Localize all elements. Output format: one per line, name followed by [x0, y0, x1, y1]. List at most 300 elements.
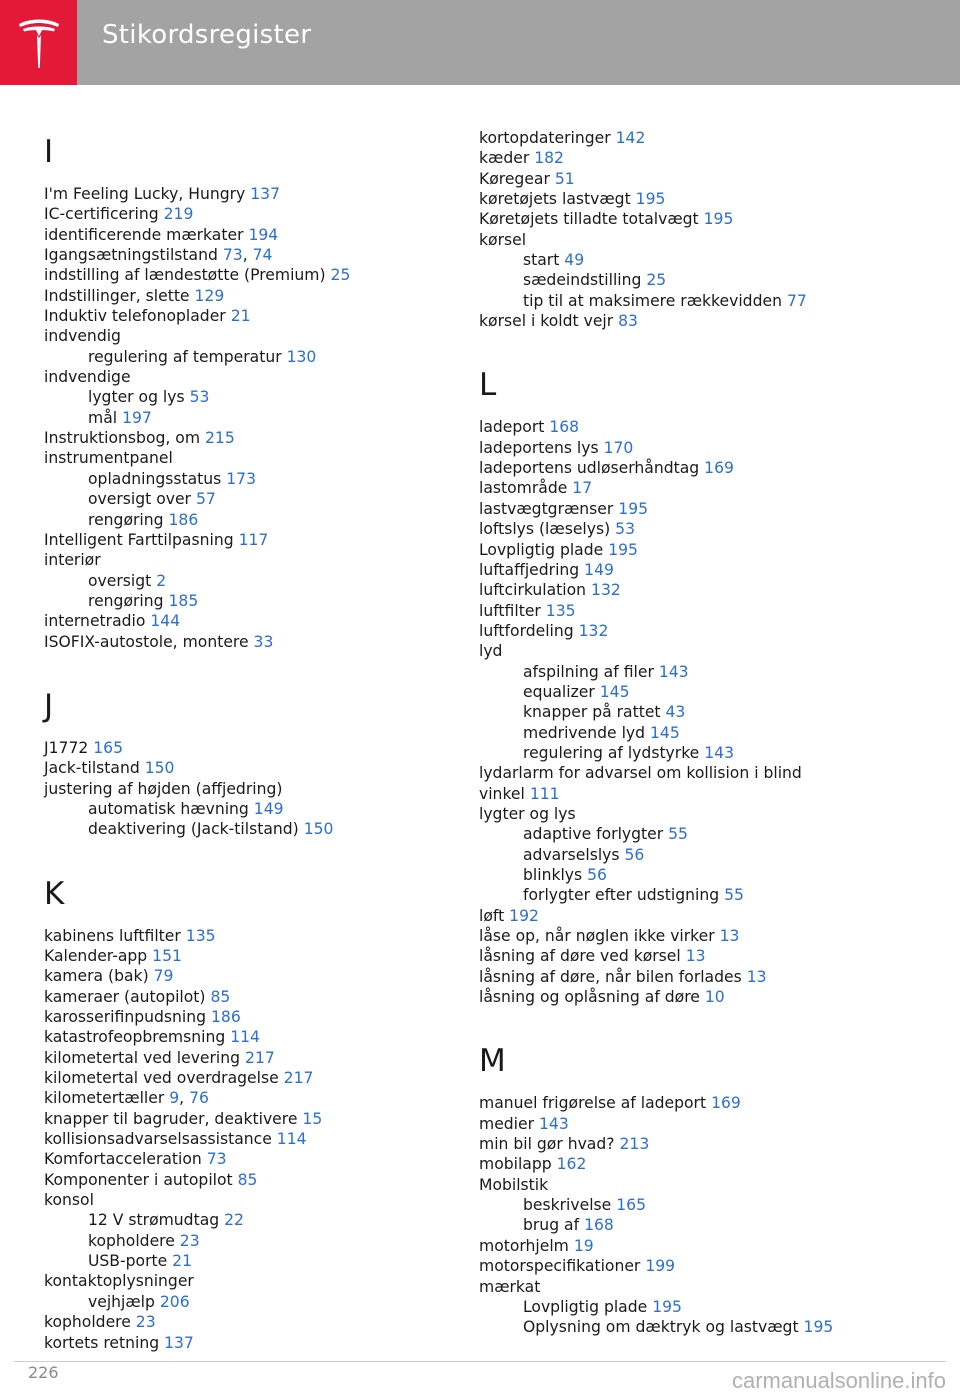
- index-term: 12 V strømudtag: [88, 1211, 220, 1230]
- page-reference-link[interactable]: 186: [168, 510, 199, 529]
- index-term: indvendig: [44, 327, 121, 346]
- index-term: tip til at maksimere rækkevidden: [523, 291, 782, 310]
- page-reference-link[interactable]: 145: [599, 682, 630, 701]
- page-reference-link[interactable]: 22: [224, 1211, 244, 1230]
- page-reference-link[interactable]: 129: [194, 286, 225, 305]
- index-term: kameraer (autopilot): [44, 987, 206, 1006]
- index-term: lastområde: [479, 479, 568, 498]
- page-reference-link[interactable]: 9: [169, 1089, 180, 1108]
- index-entry: [44, 428, 464, 448]
- watermark: carmanualsonline.info: [731, 1368, 946, 1393]
- index-term: indstilling af lændestøtte (Premium): [44, 266, 326, 285]
- index-term: min bil gør hvad?: [479, 1135, 615, 1154]
- page-reference-link[interactable]: 143: [704, 743, 734, 762]
- index-term: låsning og oplåsning af døre: [479, 988, 700, 1007]
- section-gap: [479, 331, 899, 361]
- index-term: indvendige: [44, 368, 131, 387]
- index-column-right: [479, 128, 899, 1338]
- page-reference-link[interactable]: 135: [185, 926, 216, 945]
- index-term: kilometertal ved overdragelse: [44, 1069, 279, 1088]
- index-term: medrivende lyd: [523, 723, 646, 742]
- page-reference-link[interactable]: 73: [222, 246, 243, 265]
- index-entry: [479, 1236, 899, 1256]
- index-entry: [479, 1277, 899, 1297]
- page-reference-link[interactable]: 73: [206, 1150, 227, 1169]
- brand-logo: [0, 0, 77, 85]
- page-reference-link[interactable]: 195: [803, 1318, 834, 1337]
- index-subentry: [479, 291, 899, 311]
- page-reference-link[interactable]: 49: [564, 251, 585, 270]
- index-term: vejhjælp: [88, 1292, 155, 1311]
- index-entry: [479, 519, 899, 539]
- index-entry: [479, 560, 899, 580]
- index-entry: [479, 906, 899, 926]
- page-reference-link[interactable]: 56: [624, 845, 645, 864]
- index-entry: [44, 1027, 464, 1047]
- page-reference-link[interactable]: 25: [646, 271, 667, 290]
- index-term: Oplysning om dæktryk og lastvægt: [523, 1318, 799, 1337]
- page-reference-link[interactable]: 219: [163, 205, 194, 224]
- index-entry: Igangsætningstilstand 73, 74: [44, 246, 273, 265]
- index-entry: [44, 530, 464, 550]
- index-term: Mobilstik: [479, 1175, 549, 1194]
- index-subentry: [44, 347, 464, 367]
- index-term: kørsel: [479, 230, 527, 249]
- page-reference-link[interactable]: 150: [303, 820, 334, 839]
- index-term: I'm Feeling Lucky, Hungry: [44, 185, 246, 203]
- index-term: regulering af lydstyrke: [523, 743, 700, 762]
- index-term: adaptive forlygter: [523, 825, 664, 844]
- index-term: rengøring: [88, 591, 164, 610]
- index-term: konsol: [44, 1191, 94, 1210]
- page-reference-link[interactable]: 132: [578, 621, 609, 640]
- index-term: motorhjelm: [479, 1236, 569, 1255]
- page-reference-link[interactable]: 182: [534, 149, 564, 168]
- page-reference-link[interactable]: 137: [164, 1333, 194, 1352]
- index-entry: [479, 499, 899, 519]
- index-entry: [44, 204, 464, 224]
- index-subentry: [479, 723, 899, 743]
- index-entry: [479, 1134, 899, 1154]
- section-gap: [479, 1007, 899, 1037]
- page-reference-link[interactable]: 168: [584, 1216, 614, 1235]
- page-reference-link[interactable]: 57: [195, 490, 216, 509]
- section-letter-heading: K: [44, 875, 65, 912]
- index-term: identificerende mærkater: [44, 225, 244, 244]
- index-term: ISOFIX-autostole, montere: [44, 632, 249, 651]
- index-entry: [479, 230, 899, 250]
- index-term: sædeindstilling: [523, 271, 642, 290]
- index-entry: [44, 966, 464, 986]
- index-subentry: [44, 408, 464, 428]
- page-reference-link[interactable]: 132: [591, 581, 621, 600]
- index-term: justering af højden (affjedring): [44, 779, 283, 798]
- page-reference-link[interactable]: 25: [330, 266, 351, 285]
- index-entry: [479, 540, 899, 560]
- index-term: manuel frigørelse af ladeport: [479, 1094, 707, 1113]
- index-entry: [44, 225, 464, 245]
- index-term: kæder: [479, 149, 530, 168]
- index-entry: [44, 1271, 464, 1291]
- index-term: rengøring: [88, 510, 164, 529]
- index-term: USB-porte: [88, 1252, 168, 1271]
- page-reference-link[interactable]: 195: [608, 540, 638, 559]
- page-reference-link[interactable]: 51: [554, 169, 575, 188]
- index-term: luftfordeling: [479, 621, 574, 640]
- index-subentry: [44, 591, 464, 611]
- index-subentry: [479, 270, 899, 290]
- page-reference-link[interactable]: 10: [704, 988, 725, 1007]
- index-term: brug af: [523, 1216, 580, 1235]
- page-reference-link[interactable]: 74: [252, 246, 273, 265]
- index-entry: [479, 641, 899, 661]
- page-reference-link[interactable]: 130: [286, 347, 317, 366]
- index-term: kortets retning: [44, 1333, 160, 1352]
- index-entry: [479, 169, 899, 189]
- index-column-left: [44, 128, 464, 1353]
- index-entry: [479, 804, 899, 824]
- page-reference-link[interactable]: 56: [587, 866, 607, 884]
- index-entry: [44, 1068, 464, 1088]
- index-entry: [44, 946, 464, 966]
- index-subentry: [44, 469, 464, 489]
- index-term: køretøjets lastvægt: [479, 190, 631, 209]
- index-subentry: [44, 1231, 464, 1251]
- index-term: medier: [479, 1114, 535, 1133]
- index-term: oversigt: [88, 571, 152, 590]
- index-entry: [44, 286, 464, 306]
- page-reference-link[interactable]: 53: [615, 520, 635, 539]
- index-term: kortopdateringer: [479, 129, 611, 147]
- index-term: IC-certificering: [44, 205, 159, 224]
- index-term: automatisk hævning: [88, 799, 249, 818]
- index-term: Induktiv telefonoplader: [44, 307, 226, 326]
- index-term: ladeport: [479, 418, 545, 437]
- index-entry: [479, 128, 899, 148]
- index-entry: [44, 367, 464, 387]
- index-term: Jack-tilstand: [44, 759, 140, 778]
- index-term: Lovpligtig plade: [523, 1297, 648, 1316]
- index-term: lastvægtgrænser: [479, 499, 614, 518]
- index-term: kontaktoplysninger: [44, 1272, 194, 1291]
- index-entry: [479, 946, 899, 966]
- page-reference-link[interactable]: 195: [635, 190, 666, 209]
- page-number: 226: [28, 1363, 59, 1382]
- page-reference-link[interactable]: 117: [238, 530, 269, 549]
- index-term: kollisionsadvarselsassistance: [44, 1130, 272, 1149]
- page-reference-link[interactable]: 217: [245, 1048, 275, 1067]
- index-term: start: [523, 251, 560, 270]
- index-entry: [44, 758, 464, 778]
- page-reference-link[interactable]: 79: [153, 967, 174, 986]
- page-reference-link[interactable]: 55: [724, 886, 744, 905]
- page-reference-link[interactable]: 23: [135, 1313, 156, 1332]
- index-term: regulering af temperatur: [88, 347, 282, 366]
- page-reference-link[interactable]: 170: [603, 438, 634, 457]
- page-reference-link[interactable]: 21: [172, 1252, 193, 1271]
- page-reference-link[interactable]: 150: [144, 759, 175, 778]
- index-term: låse op, når nøglen ikke virker: [479, 927, 715, 946]
- page-reference-link[interactable]: 144: [150, 612, 181, 631]
- index-entry: [44, 1312, 464, 1332]
- page-reference-link[interactable]: 13: [746, 967, 767, 986]
- page-reference-link[interactable]: 83: [618, 312, 638, 331]
- index-term: motorspecifikationer: [479, 1257, 641, 1276]
- index-entry: [44, 1129, 464, 1149]
- index-entry: [479, 601, 899, 621]
- page-reference-link[interactable]: 169: [704, 459, 734, 478]
- index-term: kopholdere: [88, 1231, 175, 1250]
- index-entry: [44, 1007, 464, 1027]
- index-term: lygter og lys: [479, 804, 576, 823]
- page-reference-link[interactable]: 192: [509, 906, 539, 925]
- index-term: løft: [479, 906, 505, 925]
- index-entry: [44, 326, 464, 346]
- index-entry: [479, 1093, 899, 1113]
- index-term: deaktivering (Jack-tilstand): [88, 820, 299, 839]
- page-reference-link[interactable]: 197: [122, 408, 152, 427]
- index-entry: [479, 987, 899, 1007]
- index-term: ladeportens lys: [479, 438, 599, 457]
- page-reference-link[interactable]: 143: [658, 662, 689, 681]
- index-entry: [44, 738, 464, 758]
- index-subentry: [44, 799, 464, 819]
- index-term: Intelligent Farttilpasning: [44, 530, 234, 549]
- index-entry: [479, 458, 899, 478]
- page-reference-link[interactable]: 13: [719, 927, 740, 946]
- index-entry: [479, 311, 899, 331]
- index-term: lyd: [479, 642, 503, 661]
- page-reference-link[interactable]: 43: [665, 703, 686, 722]
- index-entry: [44, 987, 464, 1007]
- index-term: mærkat: [479, 1277, 541, 1296]
- index-subentry: [44, 510, 464, 530]
- index-entry: [479, 784, 899, 804]
- index-entry: [44, 306, 464, 326]
- index-term: Komfortacceleration: [44, 1150, 202, 1169]
- index-subentry: [479, 1297, 899, 1317]
- index-entry: [479, 1114, 899, 1134]
- index-subentry: [479, 885, 899, 905]
- index-subentry: [44, 387, 464, 407]
- index-subentry: [44, 1251, 464, 1271]
- index-entry: [44, 1170, 464, 1190]
- page-reference-link[interactable]: 215: [205, 429, 235, 448]
- page-reference-link[interactable]: 195: [703, 210, 734, 229]
- index-term: kørsel i koldt vejr: [479, 312, 614, 331]
- index-term: luftfilter: [479, 601, 541, 620]
- section-letter-heading: J: [44, 687, 54, 724]
- index-entry: [479, 189, 899, 209]
- index-subentry: [479, 702, 899, 722]
- index-term: interiør: [44, 551, 101, 570]
- index-term: mobilapp: [479, 1155, 552, 1174]
- page-reference-link[interactable]: 173: [226, 469, 256, 488]
- index-term: karosserifinpudsning: [44, 1008, 207, 1026]
- index-term: knapper til bagruder, deaktivere: [44, 1109, 298, 1128]
- page-reference-link[interactable]: 77: [786, 291, 807, 310]
- index-entry: [44, 1190, 464, 1210]
- index-term: internetradio: [44, 612, 146, 631]
- page-reference-link[interactable]: 149: [584, 560, 614, 579]
- page-reference-link[interactable]: 213: [619, 1135, 650, 1154]
- index-term: knapper på rattet: [523, 703, 661, 722]
- page-reference-link[interactable]: 2: [156, 571, 167, 590]
- index-subentry: [479, 1195, 899, 1215]
- index-entry: [479, 478, 899, 498]
- index-entry: [44, 1109, 464, 1129]
- section-gap: [44, 840, 464, 870]
- index-entry: [479, 621, 899, 641]
- section-letter-heading: I: [44, 134, 54, 170]
- index-term: luftaffjedring: [479, 560, 580, 579]
- index-subentry: [44, 489, 464, 509]
- page-reference-link[interactable]: 195: [618, 499, 649, 518]
- page-reference-link[interactable]: 85: [237, 1170, 258, 1189]
- page-reference-link[interactable]: 13: [685, 947, 706, 966]
- index-entry: [44, 448, 464, 468]
- index-entry: [44, 1048, 464, 1068]
- index-term: loftslys (læselys): [479, 520, 611, 539]
- index-term: instrumentpanel: [44, 449, 173, 468]
- index-term: kamera (bak): [44, 967, 149, 986]
- index-term: forlygter efter udstigning: [523, 886, 720, 905]
- index-entry: [479, 148, 899, 168]
- index-term: blinklys: [523, 866, 583, 884]
- index-term: oversigt over: [88, 490, 191, 509]
- page-reference-link[interactable]: 114: [276, 1130, 307, 1149]
- index-subentry: [479, 743, 899, 763]
- index-term: kilometertal ved levering: [44, 1048, 241, 1067]
- index-term: vinkel: [479, 784, 525, 803]
- index-term: katastrofeopbremsning: [44, 1028, 226, 1047]
- index-entry: [44, 1333, 464, 1353]
- page-header: [0, 0, 960, 85]
- index-term: Kalender-app: [44, 946, 148, 965]
- index-entry: [44, 1149, 464, 1169]
- index-entry: [479, 580, 899, 600]
- section-letter-heading: L: [479, 367, 497, 404]
- page-reference-link[interactable]: 23: [179, 1231, 200, 1250]
- index-subentry: [479, 682, 899, 702]
- index-term: Instruktionsbog, om: [44, 429, 201, 448]
- index-term: afspilning af filer: [523, 662, 654, 681]
- page-reference-link[interactable]: 111: [529, 784, 560, 803]
- index-term: Indstillinger, slette: [44, 286, 190, 305]
- index-subentry: [44, 571, 464, 591]
- index-subentry: [479, 1317, 899, 1337]
- page-reference-link[interactable]: 17: [572, 479, 593, 498]
- index-entry: kilometertæller 9, 76: [44, 1089, 209, 1108]
- tesla-logo-icon: [16, 16, 62, 70]
- page-reference-link[interactable]: 55: [668, 825, 688, 844]
- index-term: beskrivelse: [523, 1196, 612, 1215]
- index-entry: [44, 184, 464, 204]
- index-entry: [479, 967, 899, 987]
- page-reference-link[interactable]: 194: [248, 225, 279, 244]
- page-reference-link[interactable]: 33: [253, 632, 274, 651]
- index-term: mål: [88, 408, 118, 427]
- index-term: låsning af døre, når bilen forlades: [479, 967, 742, 986]
- page-reference-link[interactable]: 169: [711, 1094, 741, 1113]
- page-reference-link[interactable]: 85: [210, 987, 231, 1006]
- index-term: lygter og lys: [88, 388, 185, 407]
- page-title: Stikordsregister: [102, 20, 312, 50]
- index-entry: [44, 779, 464, 799]
- index-term: ladeportens udløserhåndtag: [479, 459, 700, 478]
- index-term: kilometertæller: [44, 1089, 165, 1108]
- index-term: Igangsætningstilstand: [44, 246, 218, 265]
- index-subentry: [44, 819, 464, 839]
- index-term: J1772: [44, 738, 89, 757]
- index-entry: [479, 417, 899, 437]
- index-subentry: [479, 845, 899, 865]
- section-letter-heading: M: [479, 1043, 506, 1080]
- index-entry: [479, 209, 899, 229]
- index-term: advarselslys: [523, 845, 620, 864]
- index-subentry: [479, 250, 899, 270]
- index-subentry: [44, 1210, 464, 1230]
- page-reference-link[interactable]: 195: [652, 1297, 682, 1316]
- index-term: equalizer: [523, 682, 595, 701]
- index-entry: [479, 1175, 899, 1195]
- index-entry: [44, 632, 464, 652]
- page-reference-link[interactable]: 135: [545, 601, 576, 620]
- page-reference-link[interactable]: 142: [615, 129, 646, 147]
- index-entry: [479, 1154, 899, 1174]
- index-term: Lovpligtig plade: [479, 540, 604, 559]
- index-term: låsning af døre ved kørsel: [479, 947, 681, 966]
- page-reference-link[interactable]: 114: [230, 1028, 260, 1047]
- index-subentry: [479, 865, 899, 885]
- page-reference-link[interactable]: 76: [189, 1089, 209, 1108]
- page-reference-link[interactable]: 165: [616, 1196, 646, 1215]
- index-term: kabinens luftfilter: [44, 926, 181, 945]
- page-reference-link[interactable]: 217: [283, 1069, 314, 1088]
- index-entry: [479, 438, 899, 458]
- page-reference-link[interactable]: 21: [230, 307, 251, 326]
- page-reference-link[interactable]: 145: [650, 723, 680, 742]
- index-entry: [44, 926, 464, 946]
- index-term: luftcirkulation: [479, 581, 587, 600]
- index-entry: [44, 611, 464, 631]
- index-subentry: [44, 1292, 464, 1312]
- index-term: kopholdere: [44, 1313, 131, 1332]
- page-reference-link[interactable]: 186: [210, 1008, 241, 1026]
- index-entry: [44, 265, 464, 285]
- index-subentry: [479, 1215, 899, 1235]
- index-entry: [479, 763, 899, 783]
- page-reference-link[interactable]: 206: [159, 1292, 190, 1311]
- page-reference-link[interactable]: 137: [250, 185, 280, 203]
- page-reference-link[interactable]: 199: [645, 1257, 676, 1276]
- page-reference-link[interactable]: 185: [168, 591, 199, 610]
- index-subentry: [479, 824, 899, 844]
- index-term: lydarlarm for advarsel om kollision i blind: [479, 764, 802, 783]
- index-entry: [479, 926, 899, 946]
- page-reference-link[interactable]: 19: [573, 1236, 594, 1255]
- section-gap: [44, 652, 464, 682]
- page-reference-link[interactable]: 15: [302, 1109, 323, 1128]
- page-reference-link[interactable]: 143: [539, 1114, 569, 1133]
- page-reference-link[interactable]: 162: [556, 1155, 587, 1174]
- page-reference-link[interactable]: 151: [152, 946, 182, 965]
- page-reference-link[interactable]: 168: [549, 418, 580, 437]
- page-reference-link[interactable]: 149: [253, 799, 284, 818]
- footer-divider: [14, 1361, 946, 1362]
- page-reference-link[interactable]: 165: [93, 738, 124, 757]
- page-reference-link[interactable]: 53: [189, 388, 210, 407]
